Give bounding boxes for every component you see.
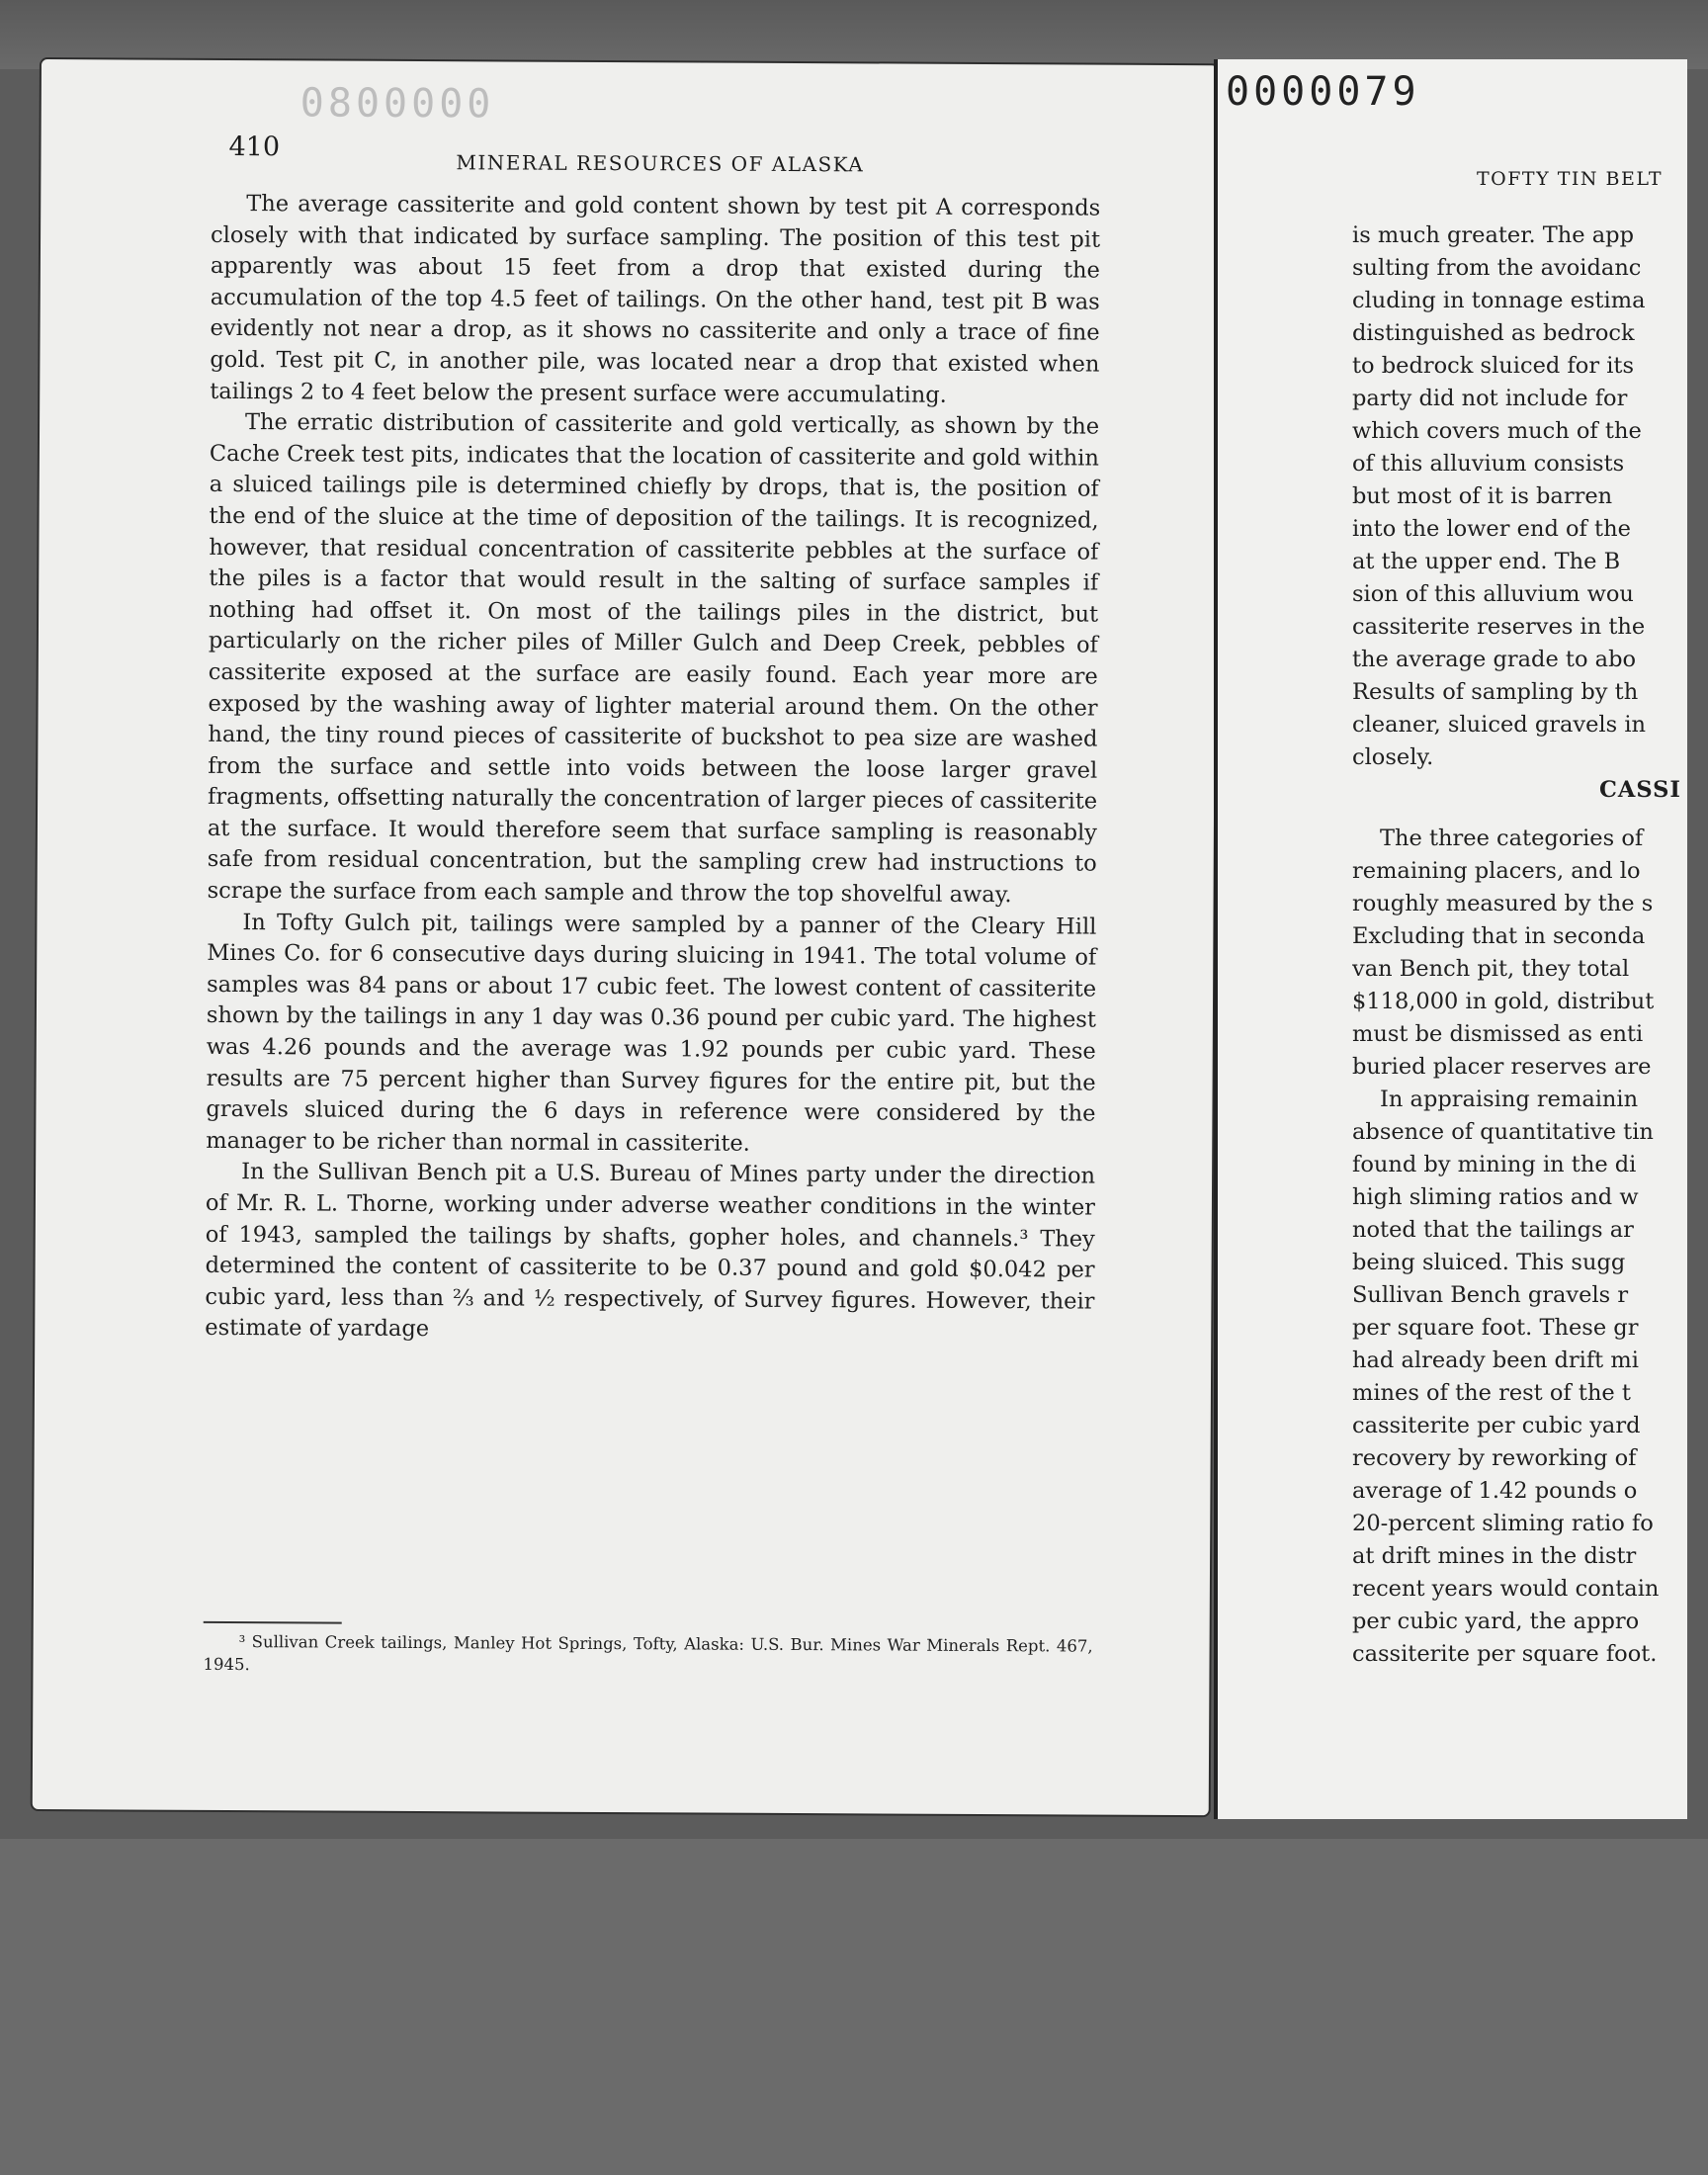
text-line: per cubic yard, the appro xyxy=(1352,1609,1640,1634)
right-page xyxy=(1214,59,1687,1819)
text-line: but most of it is barren xyxy=(1352,483,1613,509)
right-page-text xyxy=(1352,219,1688,1671)
text-line: the average grade to abo xyxy=(1352,647,1637,672)
text-line: per square foot. These gr xyxy=(1352,1315,1639,1341)
text-line: sion of this alluvium wou xyxy=(1352,581,1634,607)
text-line: recent years would contain xyxy=(1352,1576,1660,1602)
footnote-rule xyxy=(204,1621,342,1624)
bleed-through-stamp: 0000080 xyxy=(296,80,491,128)
text-line: cluding in tonnage estima xyxy=(1352,288,1646,313)
paragraph: The erratic distribution of cassiterite and gold vertically, as shown by the Cache Creek test pits, indicates that the location of cassiterite and gold within a sluiced tailings pile is determined chiefly by drops, that is, the position of the end of the sluice at the time of deposition of the tailings. It is recognized, however, that residual concentration of cassiterite pebbles at the surface of the piles is a factor that would result in the salting of surface samples if nothing had offset it. On most of the tailings piles in the district, but particularly on the richer piles of Miller Gulch and Deep Creek, pebbles of cassiterite exposed at the surface are easily found. Each year more are exposed by the washing away of lighter material around them. On the other hand, the tiny round pieces of cassiterite of buckshot to pea size are washed from the surface and settle into voids between the loose larger gravel fragments, offsetting naturally the concentration of larger pieces of cassiterite at the surface. It would therefore seem that surface sampling is reasonably safe from residual concentration, but the sampling crew had instructions to scrape the surface from each sample and throw the top shovelful away. xyxy=(207,409,1100,909)
text-line: absence of quantitative tin xyxy=(1352,1119,1654,1145)
left-page xyxy=(33,59,1218,1815)
scan-background-bottom xyxy=(0,1839,1708,2175)
text-line: roughly measured by the s xyxy=(1352,891,1654,916)
text-line: being sluiced. This sugg xyxy=(1352,1250,1626,1275)
text-line: average of 1.42 pounds o xyxy=(1352,1478,1638,1504)
text-line: sulting from the avoidanc xyxy=(1352,255,1642,281)
page-number: 410 xyxy=(228,130,281,163)
section-heading: CASSI xyxy=(1599,777,1681,803)
text-line: 20-percent sliming ratio fo xyxy=(1352,1511,1654,1536)
text-line: mines of the rest of the t xyxy=(1352,1380,1631,1406)
text-line: at drift mines in the distr xyxy=(1352,1543,1637,1569)
text-line: The three categories of xyxy=(1380,826,1644,851)
running-head: MINERAL RESOURCES OF ALASKA xyxy=(456,150,865,177)
text-line: of this alluvium consists xyxy=(1352,451,1625,477)
body-text xyxy=(205,189,1100,1349)
spacer xyxy=(1352,807,1688,823)
text-line: party did not include for xyxy=(1352,386,1628,411)
text-line: Excluding that in seconda xyxy=(1352,923,1646,949)
text-line: remaining placers, and lo xyxy=(1352,858,1641,884)
running-head-right: TOFTY TIN BELT xyxy=(1477,168,1664,190)
text-line: into the lower end of the xyxy=(1352,516,1631,542)
text-line: at the upper end. The B xyxy=(1352,549,1621,574)
paragraph: In Tofty Gulch pit, tailings were sampled by a panner of the Cleary Hill Mines Co. for 6 consecutive days during sluicing in 1941. The total volume of samples was 84 pans or about 17 cubic feet. The lowest content of cassiterite shown by the tailings in any 1 day was 0.36 pound per cubic yard. The highest was 4.26 pounds and the average was 1.92 pounds per cubic yard. These results are 75 percent higher than Survey figures for the entire pit, but the gravels sluiced during the 6 days in reference were considered by the manager to be richer than normal in cassiterite. xyxy=(206,909,1097,1157)
text-line: noted that the tailings ar xyxy=(1352,1217,1634,1243)
text-line: van Bench pit, they total xyxy=(1352,956,1630,982)
text-line: closely. xyxy=(1352,744,1434,770)
text-line: high sliming ratios and w xyxy=(1352,1184,1639,1210)
text-line: cleaner, sluiced gravels in xyxy=(1352,712,1647,738)
text-line: cassiterite reserves in the xyxy=(1352,614,1646,640)
text-line: recovery by reworking of xyxy=(1352,1445,1637,1471)
text-line: cassiterite per square foot. xyxy=(1352,1641,1658,1667)
text-line: to bedrock sluiced for its xyxy=(1352,353,1635,379)
page-stamp: 0000079 xyxy=(1226,69,1420,115)
paragraph: The average cassiterite and gold content shown by test pit A corresponds closely with that indicated by surface sampling. The position of this test pit apparently was about 15 feet from a drop that existed during the accumulation of the top 4.5 feet of tailings. On the other hand, test pit B was evidently not near a drop, as it shows no cassiterite and only a trace of fine gold. Test pit C, in another pile, was located near a drop that existed when tailings 2 to 4 feet below the present surface were accumulating. xyxy=(210,191,1101,408)
text-line: which covers much of the xyxy=(1352,418,1642,444)
text-line: Sullivan Bench gravels r xyxy=(1352,1282,1629,1308)
text-line: had already been drift mi xyxy=(1352,1348,1639,1373)
text-line: buried placer reserves are xyxy=(1352,1054,1652,1080)
text-line: is much greater. The app xyxy=(1352,222,1634,248)
text-line: must be dismissed as enti xyxy=(1352,1021,1644,1047)
paragraph: In the Sullivan Bench pit a U.S. Bureau of Mines party under the direction of Mr. R. L. Thorne, working under adverse weather conditions in the winter of 1943, sampled the tailings by shafts, gopher holes, and channels.³ They determined the content of cassiterite to be 0.37 pound and gold $0.042 per cubic yard, less than ⅔ and ½ respectively, of Survey figures. However, their estimate of yardage xyxy=(205,1159,1096,1343)
text-line: found by mining in the di xyxy=(1352,1152,1637,1177)
text-line: Results of sampling by th xyxy=(1352,679,1639,705)
text-line: In appraising remainin xyxy=(1380,1087,1639,1112)
text-line: $118,000 in gold, distribut xyxy=(1352,989,1655,1014)
text-line: cassiterite per cubic yard xyxy=(1352,1413,1641,1438)
text-line: distinguished as bedrock xyxy=(1352,320,1635,346)
footnote: ³ Sullivan Creek tailings, Manley Hot Springs, Tofty, Alaska: U.S. Bur. Mines War Minerals Rept. 467, 1945. xyxy=(203,1632,1093,1675)
